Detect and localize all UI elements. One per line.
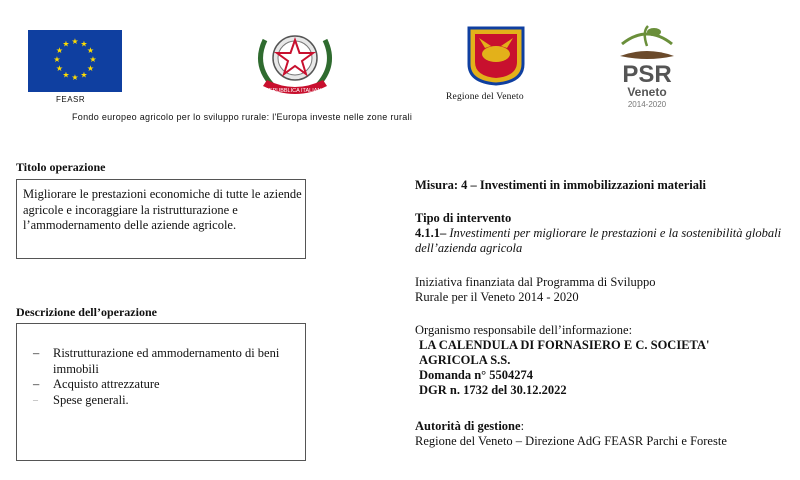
beneficiario-name: LA CALENDULA DI FORNASIERO E C. SOCIETA' AGRICOLA S.S. [419, 338, 710, 367]
iniziativa-text: Iniziativa finanziata dal Programma di Sviluppo Rurale per il Veneto 2014 - 2020 [415, 275, 656, 304]
autorita-heading [415, 419, 795, 434]
dgr-reference: DGR n. 1732 del 30.12.2022 [419, 383, 567, 397]
organismo-label: Organismo responsabile dell’informazione: [415, 323, 633, 337]
titolo-operazione-box [16, 179, 306, 259]
regione-veneto-logo [465, 24, 527, 86]
svg-text:★: ★ [55, 46, 64, 55]
svg-text:★: ★ [55, 64, 64, 73]
descrizione-label: Descrizione dell’operazione [16, 305, 157, 319]
domanda-number: Domanda n° 5504274 [419, 368, 534, 382]
autorita-text: Regione del Veneto – Direzione AdG FEASR Parchi e Foreste [415, 434, 727, 448]
svg-text:★: ★ [53, 55, 61, 64]
veneto-caption: Regione del Veneto [446, 92, 524, 102]
psr-region: Veneto [627, 85, 667, 99]
psr-title: PSR [622, 61, 672, 88]
tipo-code: 4.1.1– [415, 226, 447, 240]
list-item [33, 346, 293, 377]
autorita-label: Autorità di gestione [415, 419, 521, 433]
descrizione-list [33, 346, 293, 408]
svg-text:★: ★ [89, 55, 97, 64]
tipo-intervento-label: Tipo di intervento [415, 211, 512, 225]
svg-text:★: ★ [62, 70, 70, 80]
fund-tagline: Fondo europeo agricolo per lo sviluppo rurale: l'Europa investe nelle zone rurali [72, 112, 413, 122]
tipo-description: Investimenti per migliorare le prestazioni e la sostenibilità globali dell’azienda agricola [415, 226, 782, 255]
svg-text:★: ★ [80, 70, 88, 80]
list-item-text: Spese generali. [53, 392, 129, 407]
svg-text:★: ★ [86, 64, 95, 73]
tipo-intervento-text [415, 226, 795, 256]
autorita-colon: : [520, 419, 525, 433]
list-item-text: Acquisto attrezzature [53, 377, 160, 391]
emblem-caption: REPUBBLICA ITALIANA [264, 88, 326, 94]
misura-heading: Misura: 4 – Investimenti in immobilizzazioni materiali [415, 178, 706, 192]
dash-bullet: – [33, 394, 38, 406]
dash-bullet: – [33, 377, 40, 391]
svg-text:★: ★ [71, 73, 79, 82]
titolo-operazione-text: Migliorare le prestazioni economiche di tutte le aziende agricole e incoraggiare la ristrutturazione e l’ammodernamento delle aziende agricole. [23, 187, 302, 232]
svg-text:★: ★ [86, 46, 95, 55]
eu-stars-icon [28, 30, 122, 92]
autorita-block [415, 419, 795, 449]
svg-text:★: ★ [62, 39, 70, 49]
organismo-block [415, 323, 795, 398]
list-item [33, 393, 293, 409]
feasr-label: FEASR [56, 95, 86, 104]
list-item [33, 377, 293, 393]
psr-years: 2014-2020 [627, 100, 667, 109]
titolo-operazione-label: Titolo operazione [16, 160, 106, 174]
svg-text:★: ★ [80, 39, 88, 49]
svg-text:★: ★ [71, 37, 79, 46]
descrizione-box [16, 323, 306, 461]
list-item-text: Ristrutturazione ed ammodernamento di beni immobili [53, 346, 280, 376]
psr-veneto-logo [612, 22, 682, 110]
eu-flag-logo [28, 30, 122, 92]
italian-republic-emblem [245, 20, 345, 102]
dash-bullet: – [33, 346, 40, 360]
